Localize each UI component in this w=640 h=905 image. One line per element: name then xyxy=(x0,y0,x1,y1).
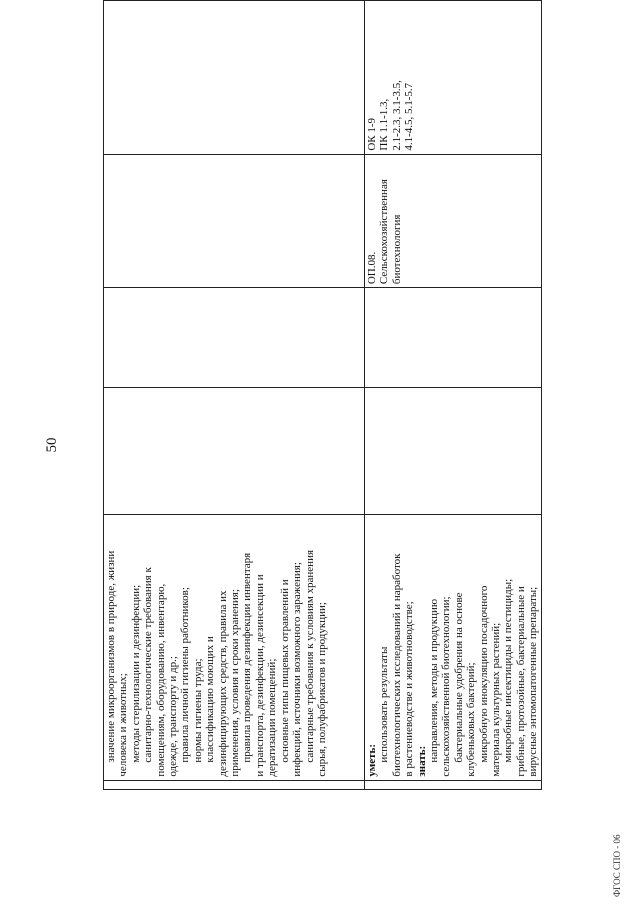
page-number: 50 xyxy=(44,437,60,453)
text-line: клубеньковых бактерий; xyxy=(465,662,478,777)
text-line: микробную инокуляцию посадочного xyxy=(477,585,490,763)
text-line: ОП.08. xyxy=(366,251,378,285)
text-line: использовать результаты xyxy=(378,646,391,763)
text-line: применения, условия и сроки хранения; xyxy=(229,589,242,777)
content-lines xyxy=(105,518,328,777)
competence-lines xyxy=(366,4,416,151)
blank-cell xyxy=(365,780,542,789)
content-cell xyxy=(365,514,542,780)
hours-cell-mandatory xyxy=(365,288,542,388)
blank-cell xyxy=(104,780,365,789)
text-line: ПК 1.1-1.3, xyxy=(378,98,391,151)
text-line: ОК 1-9 xyxy=(366,117,378,151)
discipline-cell xyxy=(104,154,365,288)
text-line: уметь: xyxy=(366,744,378,777)
text-line: правила личной гигиены работников; xyxy=(179,587,192,763)
text-line: методы стерилизации и дезинфекции; xyxy=(129,584,142,763)
content-cell xyxy=(104,514,365,780)
competence-cell xyxy=(104,1,365,155)
text-line: сырья, полуфабрикатов и продукции; xyxy=(315,602,328,777)
text-line: правила проведения дезинфекции инвентаря xyxy=(241,552,254,763)
table-row xyxy=(104,1,365,790)
curriculum-table xyxy=(103,0,542,790)
text-line: помещениям, оборудованию, инвентарю, xyxy=(154,583,167,777)
text-line: бактериальные удобрения на основе xyxy=(452,592,465,763)
discipline-lines xyxy=(366,158,403,285)
discipline-cell xyxy=(365,154,542,288)
text-line: грибные, протозойные, бактериальные и xyxy=(514,586,527,777)
text-line: дезинфицирующих средств, правила их xyxy=(216,590,229,777)
text-line: одежде, транспорту и др.; xyxy=(167,656,180,777)
text-line: дератизации помещений; xyxy=(266,658,279,777)
text-line: материала культурных растений; xyxy=(490,622,503,777)
text-line: биотехнология xyxy=(390,214,403,285)
text-line: вирусные энтомопатогенные препараты; xyxy=(527,586,540,777)
hours-cell-max xyxy=(104,388,365,514)
text-line: санитарно-технологические требования к xyxy=(142,567,155,763)
table-row xyxy=(365,1,542,790)
text-line: значение микроорганизмов в природе, жизни xyxy=(105,550,117,763)
text-line: человека и животных; xyxy=(117,673,130,777)
text-line: направления, методы и продукцию xyxy=(428,598,441,763)
competence-cell xyxy=(365,1,542,155)
text-line: основные типы пищевых отравлений и xyxy=(278,579,291,763)
text-line: Сельскохозяйственная xyxy=(378,179,391,285)
text-line: нормы гигиены труда; xyxy=(191,658,204,763)
text-line: знать: xyxy=(415,745,428,777)
text-line: классификацию моющих и xyxy=(204,636,217,763)
footer-code: ФГОС СПО - 06 xyxy=(612,834,622,897)
hours-cell-mandatory xyxy=(104,288,365,388)
text-line: микробные инсектициды и пестициды; xyxy=(502,578,515,763)
text-line: сельскохозяйственной биотехнологии; xyxy=(440,596,453,777)
text-line: 2.1-2.3, 3.1-3.5, xyxy=(390,80,403,151)
hours-cell-max xyxy=(365,388,542,514)
text-line: санитарные требования к условиям хранения xyxy=(303,549,316,763)
text-line: и транспорта, дезинфекции, дезинсекции и xyxy=(253,574,266,777)
text-line: 4.1-4.5, 5.1-5.7 xyxy=(403,82,416,151)
text-line: инфекций, источники возможного заражения; xyxy=(291,562,304,777)
text-line: биотехнологических исследований и наработок xyxy=(390,553,403,777)
content-lines xyxy=(366,518,540,777)
text-line: в растениеводстве и животноводстве; xyxy=(403,601,416,777)
